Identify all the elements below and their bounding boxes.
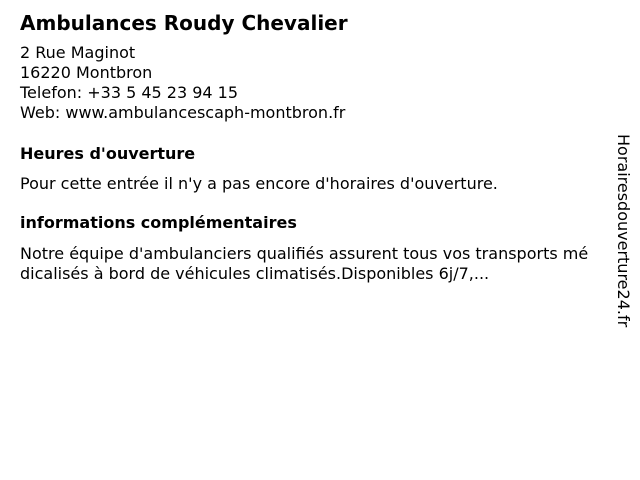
hours-heading: Heures d'ouverture bbox=[20, 144, 196, 163]
website: Web: www.ambulancescaph-montbron.fr bbox=[20, 103, 346, 122]
phone-number: Telefon: +33 5 45 23 94 15 bbox=[20, 83, 239, 102]
site-watermark: Horairesdouverture24.fr bbox=[614, 134, 633, 328]
hours-text: Pour cette entrée il n'y a pas encore d'horaires d'ouverture. bbox=[20, 174, 498, 193]
city-postcode: 16220 Montbron bbox=[20, 63, 153, 82]
info-text: Notre équipe d'ambulanciers qualifiés assurent tous vos transports médicalisés à bord de véhicules climatisés.Disponibles 6j/7,... bbox=[20, 244, 589, 283]
business-name: Ambulances Roudy Chevalier bbox=[20, 11, 348, 35]
street-address: 2 Rue Maginot bbox=[20, 43, 136, 62]
info-heading: informations complémentaires bbox=[20, 213, 297, 232]
address-block bbox=[20, 43, 345, 123]
